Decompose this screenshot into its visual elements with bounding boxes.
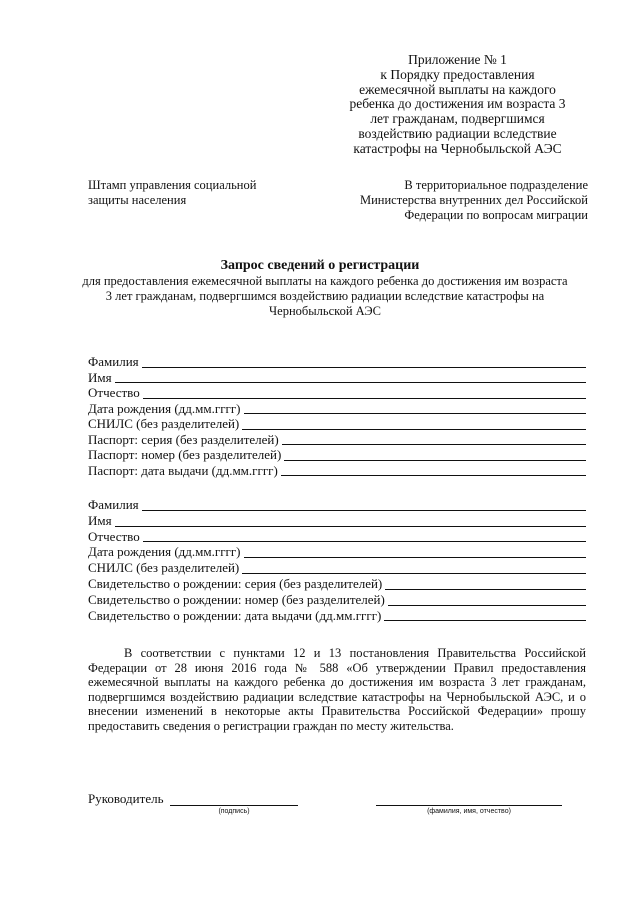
fill-line[interactable] (385, 588, 586, 590)
appendix-line: Приложение № 1 (408, 52, 507, 67)
fill-line[interactable] (242, 572, 586, 574)
subtitle-line: для предоставления ежемесячной выплаты на каждого ребенка до достижения им возраста (82, 274, 568, 288)
fill-line[interactable] (143, 397, 586, 399)
appendix-line: лет гражданам, подвергшимся (370, 111, 545, 127)
full-name-caption: (фамилия, имя, отчество) (427, 808, 511, 815)
parent-field-passport-number[interactable] (88, 447, 586, 463)
field-label: Свидетельство о рождении: номер (без разделителей) (88, 591, 385, 607)
document-subtitle (60, 274, 590, 319)
parent-fields (88, 354, 586, 478)
fill-line[interactable] (284, 459, 586, 461)
field-label: Имя (88, 369, 112, 385)
subtitle-line: Чернобыльской АЭС (269, 304, 381, 318)
child-field-surname[interactable] (88, 497, 586, 513)
parent-field-name[interactable] (88, 370, 586, 386)
signature-caption: (подпись) (218, 808, 250, 815)
appendix-header (330, 53, 585, 157)
fill-line[interactable] (388, 604, 586, 606)
child-field-birthdate[interactable] (88, 544, 586, 560)
child-field-certificate-series[interactable] (88, 576, 586, 592)
appendix-line: ребенка до достижения им возраста 3 (349, 96, 566, 112)
fill-line[interactable] (142, 366, 586, 368)
stamp-line: Штамп управления социальной (88, 178, 257, 192)
addressee-line: Министерства внутренних дел Российской (360, 193, 588, 207)
fill-line[interactable] (115, 525, 586, 527)
appendix-line: к Порядку предоставления (380, 66, 535, 82)
stamp-line: защиты населения (88, 193, 187, 207)
request-text: В соответствии с пунктами 12 и 13 постановления Правительства Российской Федерации от 28 июня 2016 года № 588 «Об утверждении Правил предоставления ежемесячной выплаты на каждого ребенка до достижения им возраста 3 лет гражданам, подвергшимся воздействию радиации вследствие катастрофы на Чернобыльской АЭС, и о внесении изменений в некоторые акты Правительства Российской Федерации» прошу предоставить сведения о регистрации граждан по месту жительства. (88, 646, 586, 733)
parent-field-surname[interactable] (88, 354, 586, 370)
field-label: Паспорт: дата выдачи (дд.мм.гггг) (88, 462, 278, 478)
child-fields (88, 497, 586, 623)
subtitle-line: 3 лет гражданам, подвергшимся воздействию радиации вследствие катастрофы на (105, 289, 545, 303)
signature-block (88, 791, 586, 831)
appendix-line: катастрофы на Чернобыльской АЭС (353, 140, 562, 156)
field-label: Отчество (88, 528, 140, 544)
field-label: СНИЛС (без разделителей) (88, 560, 240, 576)
field-label: Фамилия (88, 497, 139, 512)
child-field-name[interactable] (88, 513, 586, 529)
fill-line[interactable] (143, 540, 586, 542)
field-label: Отчество (88, 385, 140, 400)
fill-line[interactable] (244, 412, 586, 414)
fill-line[interactable] (244, 556, 586, 558)
field-label: Свидетельство о рождении: серия (без разделителей) (88, 575, 383, 591)
fill-line[interactable] (115, 381, 586, 383)
signature-line[interactable] (170, 805, 298, 806)
request-paragraph (88, 646, 586, 734)
addressee-line: В территориальное подразделение (404, 178, 588, 192)
fill-line[interactable] (242, 428, 586, 430)
fill-line[interactable] (282, 443, 586, 445)
field-label: Свидетельство о рождении: дата выдачи (дд.мм.гггг) (88, 607, 382, 623)
field-label: Имя (88, 512, 112, 528)
child-field-patronymic[interactable] (88, 529, 586, 545)
field-label: СНИЛС (без разделителей) (88, 416, 240, 431)
addressee-line: Федерации по вопросам миграции (404, 208, 588, 222)
signature-label: Руководитель (88, 791, 164, 806)
field-label: Паспорт: номер (без разделителей) (88, 447, 282, 462)
parent-field-passport-date[interactable] (88, 463, 586, 479)
parent-field-patronymic[interactable] (88, 385, 586, 401)
parent-field-passport-series[interactable] (88, 432, 586, 448)
parent-field-birthdate[interactable] (88, 401, 586, 417)
addressee-block (328, 178, 588, 223)
child-field-certificate-date[interactable] (88, 608, 586, 624)
child-field-snils[interactable] (88, 560, 586, 576)
child-field-certificate-number[interactable] (88, 592, 586, 608)
field-label: Дата рождения (дд.мм.гггг) (88, 544, 241, 560)
stamp-block (88, 178, 308, 208)
parent-field-snils[interactable] (88, 416, 586, 432)
fill-line[interactable] (384, 619, 586, 621)
fill-line[interactable] (281, 474, 586, 476)
document-title: Запрос сведений о регистрации (220, 258, 420, 273)
field-label: Дата рождения (дд.мм.гггг) (88, 400, 241, 416)
fill-line[interactable] (142, 509, 586, 511)
appendix-line: ежемесячной выплаты на каждого (359, 81, 556, 97)
full-name-line[interactable] (376, 805, 562, 806)
appendix-line: воздействию радиации вследствие (358, 125, 557, 141)
field-label: Фамилия (88, 354, 139, 369)
field-label: Паспорт: серия (без разделителей) (88, 431, 279, 447)
